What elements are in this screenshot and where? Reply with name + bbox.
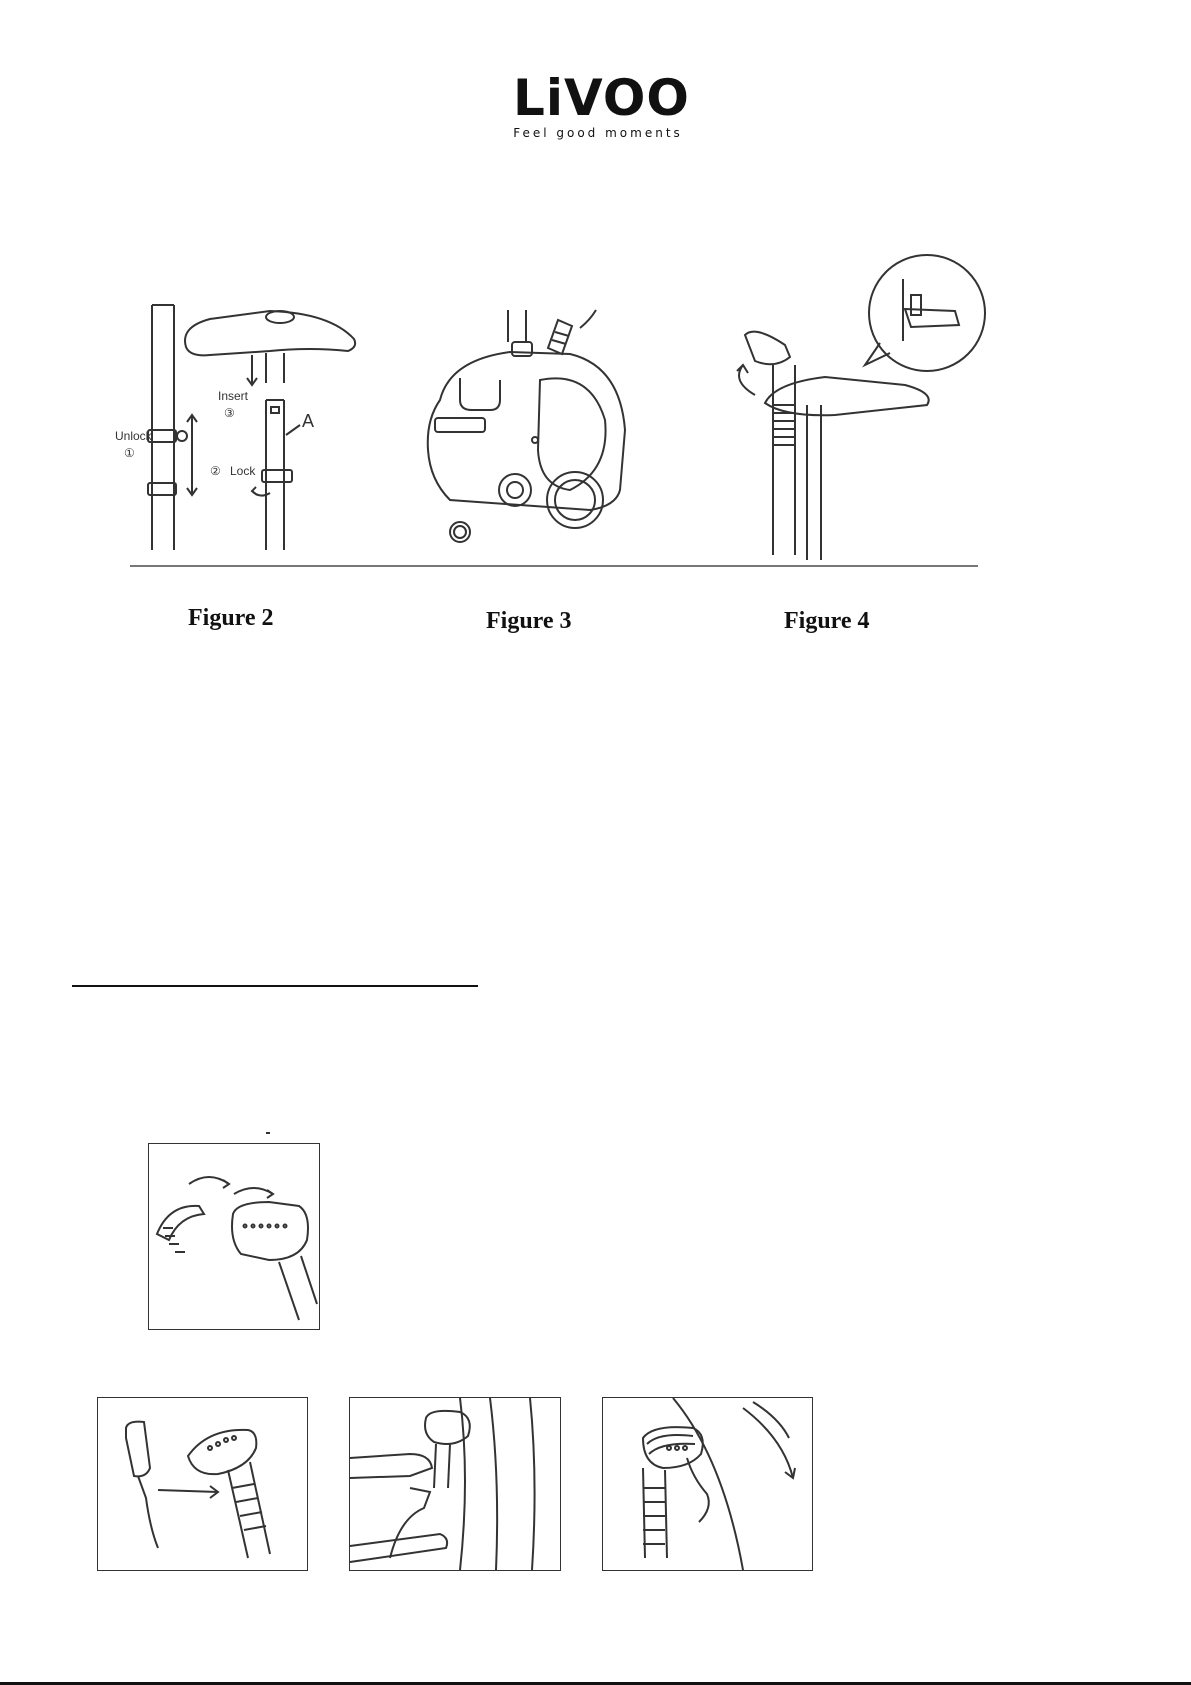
clip-attachment-drawing xyxy=(98,1398,307,1570)
fig2-step3-label: ③ xyxy=(224,406,235,420)
fig2-insert-label: Insert xyxy=(218,389,249,403)
small-dash-mark xyxy=(266,1132,270,1134)
steaming-curtain-drawing xyxy=(350,1398,560,1570)
brush-attachment-drawing xyxy=(149,1144,319,1329)
brand-logo xyxy=(513,69,690,140)
steaming-motion-drawing xyxy=(603,1398,812,1570)
figure-3-illustration xyxy=(420,310,650,560)
section-underline-rule xyxy=(72,985,478,987)
fig2-part-a-label: A xyxy=(302,411,315,431)
figure-2-illustration xyxy=(110,255,370,555)
brand-wordmark: LiVOO xyxy=(513,69,690,127)
fig2-lock-label: Lock xyxy=(230,464,256,478)
fig2-step2-label: ② xyxy=(210,464,221,478)
figure-2-caption: Figure 2 xyxy=(188,605,274,631)
figure-4-illustration xyxy=(715,265,1000,565)
clip-attachment-figure xyxy=(97,1397,308,1571)
steaming-motion-figure xyxy=(602,1397,813,1571)
fig2-unlock-label: Unlock xyxy=(115,429,152,443)
figure-baseline-rule xyxy=(130,565,978,567)
figure-4-caption: Figure 4 xyxy=(784,608,870,634)
brush-attachment-figure xyxy=(148,1143,320,1330)
fig2-step1-label: ① xyxy=(124,446,135,460)
figure-3-caption: Figure 3 xyxy=(486,608,572,634)
steaming-curtain-figure xyxy=(349,1397,561,1571)
brand-tagline: Feel good moments xyxy=(513,126,683,140)
